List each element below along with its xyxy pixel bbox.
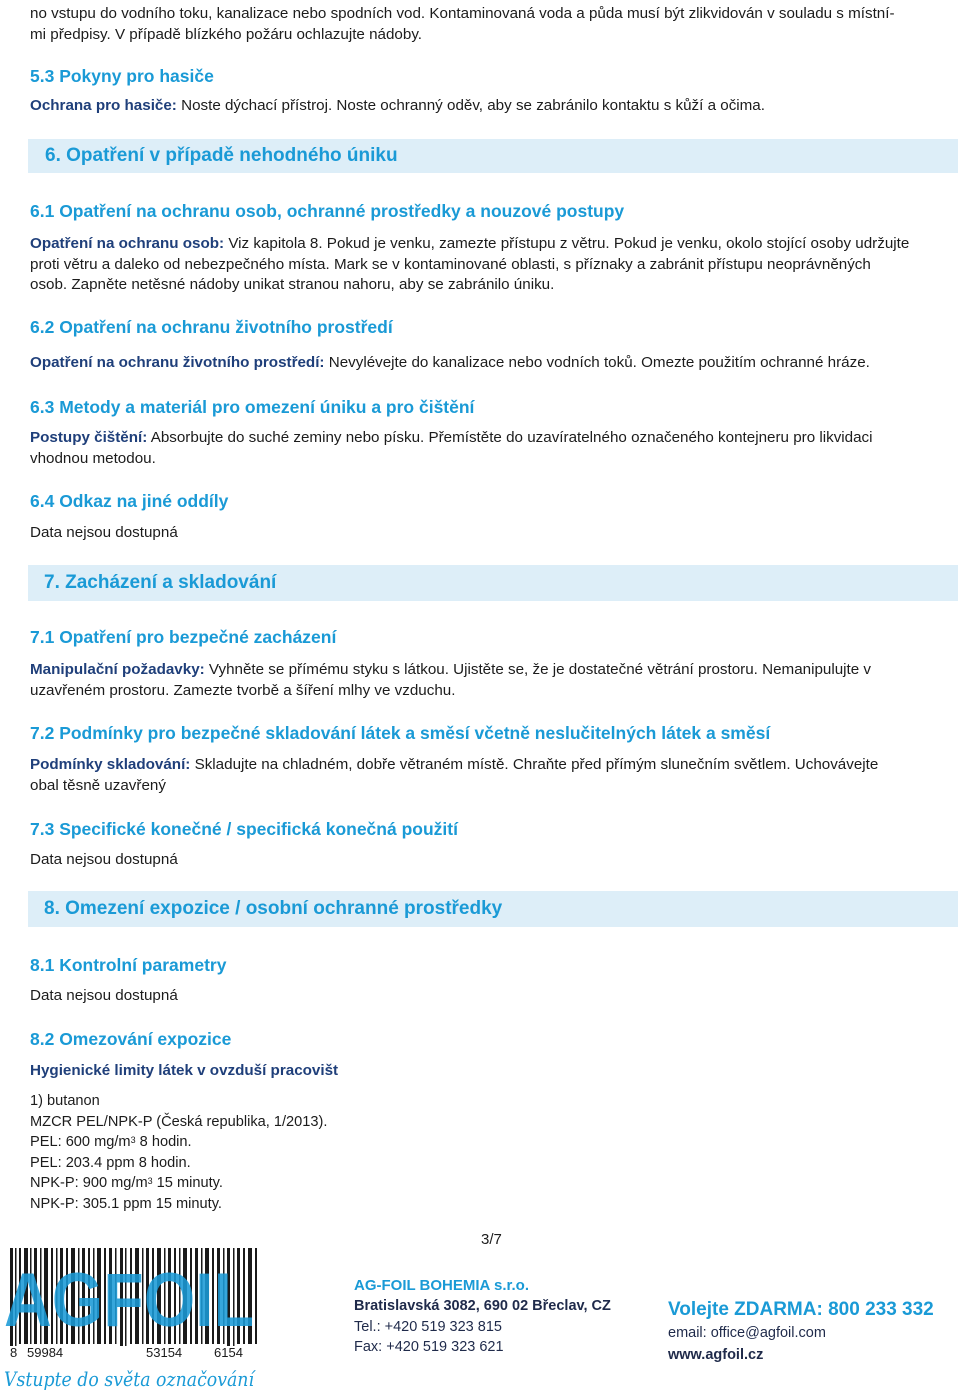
barcode-logo-graphic xyxy=(0,1246,262,1394)
text-5-3: Noste dýchací přístroj. Noste ochranný oděv, aby se zabránilo kontaktu s kůží a očima. xyxy=(176,97,765,114)
label-6-3: Postupy čištění: xyxy=(30,429,148,446)
text-8-1: Data nejsou dostupná xyxy=(30,987,178,1004)
company-block xyxy=(354,1276,654,1358)
limit-line-6: NPK-P: 305.1 ppm 15 minuty. xyxy=(30,1195,222,1212)
heading-8-1: 8.1 Kontrolní parametry xyxy=(30,955,227,975)
company-address: Bratislavská 3082, 690 02 Břeclav, CZ xyxy=(354,1298,611,1314)
label-6-2: Opatření na ochranu životního prostředí: xyxy=(30,354,325,371)
text-6-3-line-1: Absorbujte do suché zeminy nebo písku. Přemístěte do uzavíratelného označeného kontejneru pro likvidaci xyxy=(147,429,873,446)
heading-8-2: 8.2 Omezování expozice xyxy=(30,1029,232,1049)
contact-web[interactable]: www.agfoil.cz xyxy=(668,1347,764,1363)
text-6-4: Data nejsou dostupná xyxy=(30,524,178,541)
paragraph-6-3 xyxy=(30,428,955,469)
heading-6-1: 6.1 Opatření na ochranu osob, ochranné prostředky a nouzové postupy xyxy=(30,201,625,221)
text-7-3: Data nejsou dostupná xyxy=(30,851,178,868)
heading-7-3: 7.3 Specifické konečné / specifická konečná použití xyxy=(30,819,458,839)
limit-line-3: PEL: 600 $mg/m^3$ 8 hodin. xyxy=(30,1134,192,1151)
text-6-1-line-1: Viz kapitola 8. Pokud je venku, zamezte přístupu z větru. Pokud je venku, okolo stojící osoby udržujte xyxy=(224,235,910,252)
label-7-1: Manipulační požadavky: xyxy=(30,661,205,678)
logo-slogan: Vstupte do světa označování xyxy=(4,1367,257,1391)
contact-email[interactable]: email: office@agfoil.com xyxy=(668,1325,826,1341)
intro-paragraph xyxy=(30,4,950,45)
heading-6-3: 6.3 Metody a materiál pro omezení úniku a pro čištění xyxy=(30,397,475,417)
paragraph-5-3 xyxy=(30,96,765,117)
text-7-1-line-2: uzavřeném prostoru. Zamezte tvorbě a šíření mlhy ve vzduchu. xyxy=(30,681,456,699)
limit-line-2: MZCR PEL/NPK-P (Česká republika, 1/2013). xyxy=(30,1113,328,1130)
text-6-1-line-3: osob. Zapněte netěsné nádoby unikat stranou nahoru, aby se zabránilo úniku. xyxy=(30,276,555,293)
section-7-bar xyxy=(28,565,958,601)
intro-line-1: no vstupu do vodního toku, kanalizace nebo spodních vod. Kontaminovaná voda a půda musí být zlikvidován v souladu s místní- xyxy=(30,5,895,22)
text-6-3-line-2: vhodnou metodou. xyxy=(30,449,156,467)
page-number: 3/7 xyxy=(481,1231,502,1248)
text-7-1-line-1: Vyhněte se přímému styku s látkou. Ujistěte se, že je dostatečné větrání prostoru. Nemanipulujte v xyxy=(204,661,872,678)
label-7-2: Podmínky skladování: xyxy=(30,756,191,773)
intro-line-2: mi předpisy. V případě blízkého požáru ochlazujte nádoby. xyxy=(30,25,423,43)
section-6-bar xyxy=(28,139,958,173)
agfoil-logo xyxy=(0,1246,262,1394)
heading-6-2: 6.2 Opatření na ochranu životního prostředí xyxy=(30,317,393,337)
label-5-3: Ochrana pro hasiče: xyxy=(30,97,177,114)
company-name: AG-FOIL BOHEMIA s.r.o. xyxy=(354,1277,530,1294)
limit-line-5: NPK-P: 900 $mg/m^3$ 15 minuty. xyxy=(30,1175,223,1192)
paragraph-7-2 xyxy=(30,755,955,796)
heading-7-2: 7.2 Podmínky pro bezpečné skladování látek a směsí včetně neslučitelných látek a směsí xyxy=(30,723,771,743)
text-6-2: Nevylévejte do kanalizace nebo vodních toků. Omezte použitím ochranné hráze. xyxy=(324,354,870,371)
call-block xyxy=(668,1298,958,1366)
paragraph-6-1 xyxy=(30,234,955,296)
text-7-2-line-2: obal těsně uzavřený xyxy=(30,776,166,794)
section-8-bar xyxy=(28,891,958,927)
heading-7-1: 7.1 Opatření pro bezpečné zacházení xyxy=(30,627,337,647)
label-8-2: Hygienické limity látek v ovzduší pracovišt xyxy=(30,1062,339,1079)
company-tel: Tel.: +420 519 323 815 xyxy=(354,1318,502,1335)
barcode-digit-2: 59984 xyxy=(27,1345,64,1360)
logo-wordmark: AGFOIL xyxy=(4,1258,255,1343)
section-7-title: 7. Zacházení a skladování xyxy=(44,572,277,593)
section-8-title: 8. Omezení expozice / osobní ochranné prostředky xyxy=(44,898,503,919)
barcode-digit-1: 8 xyxy=(10,1345,18,1360)
barcode-digit-3: 53154 xyxy=(146,1345,183,1360)
section-6-title: 6. Opatření v případě nehodného úniku xyxy=(45,145,398,166)
paragraph-7-1 xyxy=(30,660,955,701)
text-6-1-line-2: proti větru a daleko od nebezpečného místa. Mark se v kontaminované oblasti, s příznaky a zabránit přístupu neoprávněných xyxy=(30,255,871,273)
heading-5-3: 5.3 Pokyny pro hasiče xyxy=(30,66,214,86)
company-fax: Fax: +420 519 323 621 xyxy=(354,1339,504,1355)
limit-line-4: PEL: 203.4 ppm 8 hodin. xyxy=(30,1154,191,1171)
barcode-digit-4: 6154 xyxy=(214,1345,243,1360)
label-6-1: Opatření na ochranu osob: xyxy=(30,235,225,252)
exposure-limits xyxy=(30,1091,430,1215)
text-7-2-line-1: Skladujte na chladném, dobře větraném místě. Chraňte před přímým slunečním světlem. Uchovávejte xyxy=(190,756,879,773)
free-call: Volejte ZDARMA: 800 233 332 xyxy=(668,1299,934,1320)
limit-line-1: 1) butanon xyxy=(30,1093,100,1109)
heading-6-4: 6.4 Odkaz na jiné oddíly xyxy=(30,491,229,511)
paragraph-6-2 xyxy=(30,353,870,374)
